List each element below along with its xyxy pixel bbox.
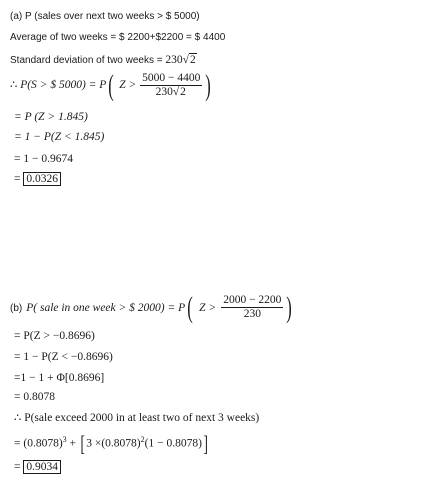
part-a-result-box: 0.0326 bbox=[23, 172, 61, 186]
std-label: Standard deviation of two weeks = bbox=[10, 55, 166, 66]
exp-2: 2 bbox=[140, 434, 145, 444]
eq1-z: Z > bbox=[119, 79, 137, 92]
b-eq1-lhs: P( sale in one week > $ 2000) = P bbox=[26, 302, 186, 315]
eq1-denominator: 230√2 bbox=[155, 86, 186, 98]
exp-3: 3 bbox=[62, 434, 67, 444]
part-b-equation-8: = 0.9034 bbox=[14, 461, 61, 473]
part-a-average-line: Average of two weeks = $ 2200+$2200 = $ 4400 bbox=[10, 32, 226, 43]
part-a-equation-3: = 1 − P(Z < 1.845) bbox=[14, 131, 105, 143]
eq1-fraction bbox=[140, 72, 202, 99]
therefore-symbol: ∴ bbox=[10, 79, 18, 92]
part-b-equation-2: = P(Z > −0.8696) bbox=[14, 330, 95, 342]
b-eq1-fraction bbox=[221, 294, 283, 321]
part-a-equation-5: = 0.0326 bbox=[14, 173, 61, 185]
std-value: 230√2 bbox=[165, 54, 196, 66]
b-eq1-z: Z > bbox=[199, 302, 217, 315]
part-b-result-box: 0.9034 bbox=[23, 460, 61, 474]
b-eq1-denominator: 230 bbox=[243, 308, 261, 320]
part-b-equation-4: =1 − 1 + Φ[0.8696] bbox=[14, 372, 105, 384]
part-b-equation-5: = 0.8078 bbox=[14, 391, 55, 403]
b-eq1-numerator: 2000 − 2200 bbox=[223, 294, 282, 306]
eq1-lhs: P(S > $ 5000) = P bbox=[20, 79, 107, 92]
part-b-equation-6: ∴ P(sale exceed 2000 in at least two of next 3 weeks) bbox=[14, 412, 260, 424]
part-a-equation-2: = P (Z > 1.845) bbox=[14, 111, 88, 123]
part-b-equation-7: = $(0.8078)^3 + [3 \times(0.8078)^2(1 - 0.8078)]$ bbox=[14, 431, 208, 456]
part-a-equation-4: = 1 − 0.9674 bbox=[14, 153, 73, 165]
part-b-equation-1: (b) P( sale in one week > $ 2000) = P( Z > $\frac{2000 - 2200}{230}$ ) bbox=[10, 290, 293, 324]
part-a-heading: (a) P (sales over next two weeks > $ 5000) bbox=[10, 11, 200, 22]
part-b-label: (b) bbox=[10, 303, 23, 315]
part-a-std-line bbox=[10, 50, 197, 68]
part-a-equation-1: ∴ P(S > $ 5000) = P( Z > $\frac{5000 - 4400}{230√2}$ ) bbox=[10, 68, 212, 102]
part-b-equation-3: = 1 − P(Z < −0.8696) bbox=[14, 351, 113, 363]
eq1-numerator: 5000 − 4400 bbox=[142, 72, 201, 84]
